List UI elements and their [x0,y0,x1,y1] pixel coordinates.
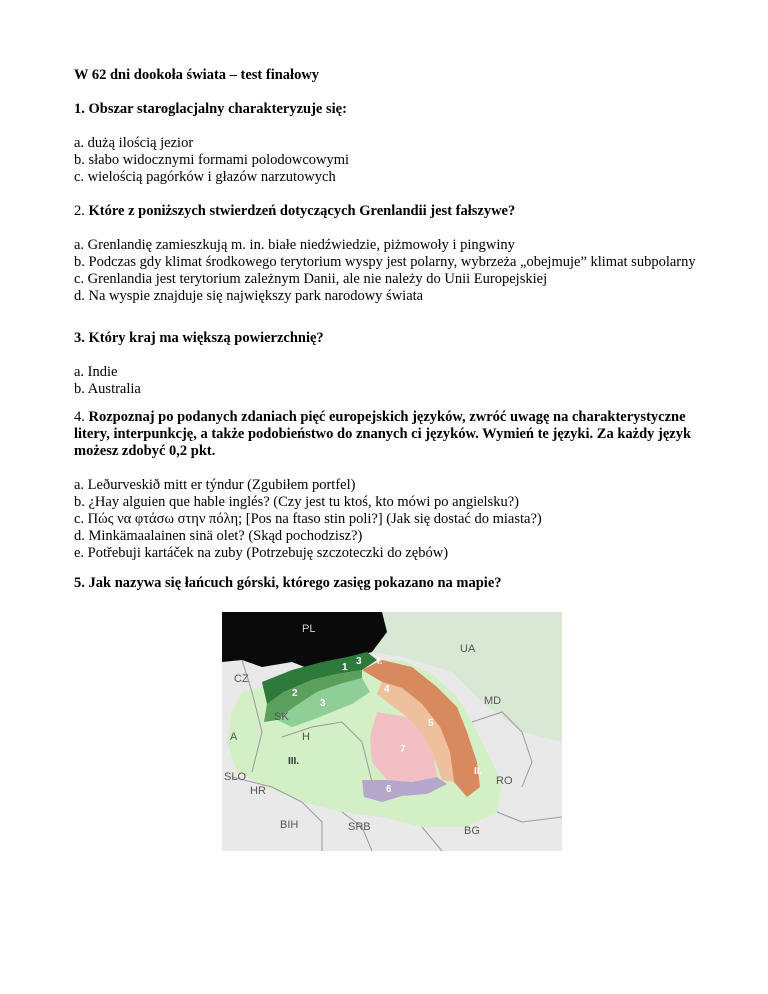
question-number: 1. [74,101,85,117]
question-number: 5. [74,575,85,591]
question-text: Obszar staroglacjalny charakteryzuje się: [88,101,347,117]
answer-options [74,477,699,562]
answer-option: a. Indie [74,364,118,380]
answer-option: c. Grenlandia jest terytorium zależnym Danii, ale nie należy do Unii Europejskiej [74,271,548,287]
map-label-hr: HR [250,785,266,797]
map-label-bg: BG [464,825,480,837]
question-2-heading [74,203,699,220]
answer-option: d. Na wyspie znajduje się największy park narodowy świata [74,288,424,304]
answer-option: c. Πώς να φτάσω στην πόλη; [Pos na ftaso stin poli?] (Jak się dostać do miasta?) [74,511,542,527]
map-region-5: 5 [428,718,434,729]
map-label-slo: SLO [224,771,247,783]
answer-option: b. ¿Hay alguien que hable inglés? (Czy jest tu ktoś, kto mówi po angielsku?) [74,494,519,510]
answer-option: d. Minkämaalainen sinä olet? (Skąd pochodzisz?) [74,528,363,544]
question-4-heading [74,409,699,460]
question-2 [74,203,699,305]
answer-option: c. wielością pagórków i głazów narzutowych [74,169,336,185]
question-text: Który kraj ma większą powierzchnię? [88,330,324,346]
carpathians-map [222,612,562,851]
question-4 [74,409,699,562]
map-region-I: I. [377,656,383,667]
answer-option: b. słabo widocznymi formami polodowcowymi [74,152,350,168]
question-3-heading [74,330,699,347]
map-region-6: 6 [386,784,392,795]
answer-options [74,364,699,398]
document-title: W 62 dni dookoła świata – test finałowy [74,67,320,83]
map-region-2: 2 [292,688,298,699]
map-region-II: II. [474,766,483,777]
answer-option: b. Podczas gdy klimat środkowego terytorium wyspy jest polarny, wybrzeża „obejmuje” klimat subpolarny [74,254,696,270]
question-text: Które z poniższych stwierdzeń dotyczących Grenlandii jest fałszywe? [88,203,516,219]
answer-option: b. Australia [74,381,141,397]
map-label-h: H [302,731,310,743]
map-region-1: 1 [342,662,348,673]
map-region-3a: 3 [320,698,326,709]
map-label-sk: SK [274,711,289,723]
question-text: Rozpoznaj po podanych zdaniach pięć europejskich języków, zwróć uwagę na charakterystyczne litery, interpunkcję, a także podobieństwo do znanych ci języków. Wymień te języki. Za każdy język możesz zdobyć 0,2 pkt. [74,409,692,459]
map-label-pl: PL [302,623,316,635]
answer-option: a. Grenlandię zamieszkują m. in. białe niedźwiedzie, piżmowoły i pingwiny [74,237,515,253]
question-5 [74,575,699,592]
question-3 [74,330,699,398]
question-number: 4. [74,409,85,425]
answer-options [74,237,699,305]
question-5-heading [74,575,699,592]
map-label-srb: SRB [348,821,371,833]
map-label-a: A [230,731,238,743]
question-1 [74,101,699,186]
map-label-ro: RO [496,775,513,787]
answer-option: a. Leðurveskið mitt er týndur (Zgubiłem portfel) [74,477,356,493]
question-number: 2. [74,203,85,219]
question-1-heading [74,101,699,118]
map-label-bih: BIH [280,819,299,831]
map-label-cz: CZ [234,673,249,685]
map-label-md: MD [484,695,502,707]
map-region-7: 7 [400,744,406,755]
map-region-III: III. [288,756,300,767]
answer-option: a. dużą ilością jezior [74,135,194,151]
question-text: Jak nazywa się łańcuch górski, którego zasięg pokazano na mapie? [88,575,502,591]
map-label-ua: UA [460,643,476,655]
map-region-4: 4 [384,684,390,695]
answer-option: e. Potřebuji kartáček na zuby (Potrzebuję szczoteczki do zębów) [74,545,449,561]
answer-options [74,135,699,186]
question-number: 3. [74,330,85,346]
map-region-3b: 3 [356,656,362,667]
